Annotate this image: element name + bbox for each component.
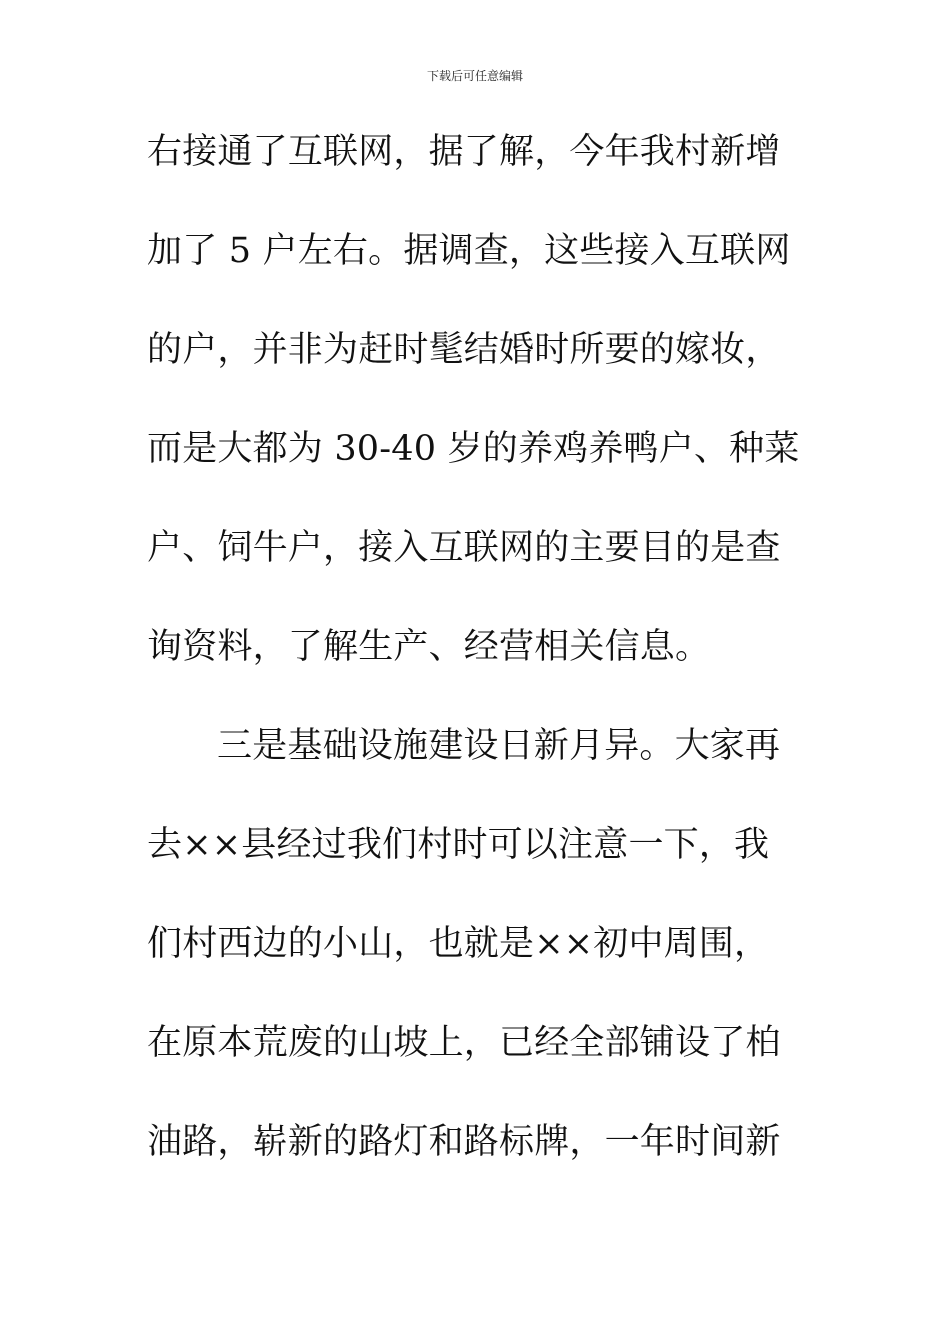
text-line: 加了 5 户左右。据调查，这些接入互联网	[147, 231, 791, 271]
text-line: 去××县经过我们村时可以注意一下，我	[147, 825, 770, 865]
text-line: 右接通了互联网，据了解，今年我村新增	[147, 132, 781, 172]
text-line: 的户，并非为赶时髦结婚时所要的嫁妆，	[147, 330, 781, 370]
text-line: 户、饲牛户，接入互联网的主要目的是查	[147, 528, 781, 568]
body-text	[147, 122, 800, 1211]
text-line: 在原本荒废的山坡上，已经全部铺设了柏	[147, 1023, 781, 1063]
text-line: 油路，崭新的路灯和路标牌，一年时间新	[147, 1122, 781, 1162]
header-note: 下载后可任意编辑	[426, 69, 523, 83]
paragraph-start-line: 三是基础设施建设日新月异。大家再	[217, 726, 781, 766]
text-line: 们村西边的小山，也就是××初中周围，	[147, 924, 770, 964]
text-line: 询资料，了解生产、经营相关信息。	[147, 627, 711, 667]
text-line: 而是大都为 30-40 岁的养鸡养鸭户、种菜	[147, 429, 800, 469]
